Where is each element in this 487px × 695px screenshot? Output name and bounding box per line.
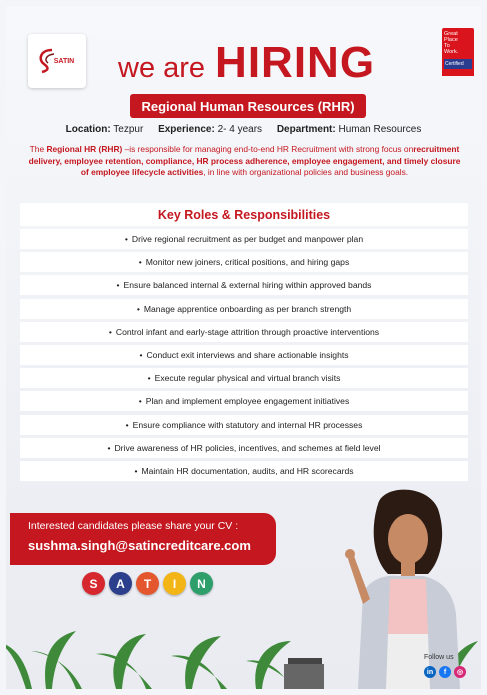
experience-meta <box>158 124 265 135</box>
desc-part1: –is responsible for managing end-to-end HR Recruitment with strong focus on <box>122 144 414 154</box>
value-i-icon: I <box>163 572 186 595</box>
value-n-icon: N <box>190 572 213 595</box>
hiring-poster <box>6 6 481 689</box>
location-meta <box>66 124 146 135</box>
role-item: • Drive awareness of HR policies, incentives, and schemes at field level <box>20 438 468 458</box>
great-place-to-work-badge <box>442 28 474 76</box>
role-item: • Manage apprentice onboarding as per branch strength <box>20 299 468 319</box>
facebook-icon[interactable]: f <box>439 666 451 678</box>
apply-banner <box>10 513 276 565</box>
roles-list <box>20 229 468 484</box>
instagram-icon[interactable]: ◎ <box>454 666 466 678</box>
value-t-icon: T <box>136 572 159 595</box>
badge-line-4: Work. <box>444 49 459 55</box>
apply-email-link[interactable]: sushma.singh@satincreditcare.com <box>28 538 251 553</box>
social-icons <box>424 666 466 678</box>
satin-logo <box>28 34 86 88</box>
desc-part2: , in line with organizational policies and business goals. <box>203 167 409 177</box>
desc-prefix: The <box>29 144 47 154</box>
badge-line-1: Great <box>444 31 458 37</box>
department-meta <box>277 124 422 135</box>
logo-text: SATIN <box>53 57 75 65</box>
role-title: Regional Human Resources (RHR) <box>130 94 366 118</box>
value-s-icon: S <box>82 572 105 595</box>
job-description <box>26 144 463 179</box>
department-value: Human Resources <box>338 124 422 135</box>
badge-line-3: To <box>444 43 450 49</box>
desc-role: Regional HR (RHR) <box>46 144 123 154</box>
role-item: • Control infant and early-stage attrition through proactive interventions <box>20 322 468 342</box>
role-item: • Execute regular physical and virtual branch visits <box>20 368 468 388</box>
role-item: • Plan and implement employee engagement initiatives <box>20 391 468 411</box>
company-values <box>82 572 213 595</box>
role-item: • Maintain HR documentation, audits, and HR scorecards <box>20 461 468 481</box>
location-value: Tezpur <box>113 124 144 135</box>
department-label: Department: <box>276 124 336 135</box>
apply-lead: Interested candidates please share your CV : <box>28 520 239 532</box>
experience-label: Experience: <box>158 124 215 135</box>
role-item: • Drive regional recruitment as per budget and manpower plan <box>20 229 468 249</box>
job-meta <box>6 124 481 135</box>
roles-title: Key Roles & Responsibilities <box>20 203 468 226</box>
satin-swirl-icon <box>36 46 56 74</box>
badge-certified: Certified <box>444 59 472 69</box>
linkedin-icon[interactable]: in <box>424 666 436 678</box>
value-a-icon: A <box>109 572 132 595</box>
headline-we-are: we are <box>118 52 206 84</box>
headline-hiring: HIRING <box>215 38 376 87</box>
role-item: • Ensure balanced internal & external hiring within approved bands <box>20 275 468 295</box>
role-item: • Monitor new joiners, critical positions, and hiring gaps <box>20 252 468 272</box>
location-label: Location: <box>65 124 111 135</box>
role-item: • Conduct exit interviews and share actionable insights <box>20 345 468 365</box>
headline <box>118 38 375 88</box>
follow-us-label: Follow us <box>424 654 454 661</box>
desc-bold: recruitment delivery, employee retention, compliance, HR process adherence, employee engagement, and timely closure of employee lifecycle activities <box>28 144 461 177</box>
badge-line-2: Place <box>444 37 458 43</box>
role-item: • Ensure compliance with statutory and internal HR processes <box>20 415 468 435</box>
experience-value: 2- 4 years <box>217 124 263 135</box>
